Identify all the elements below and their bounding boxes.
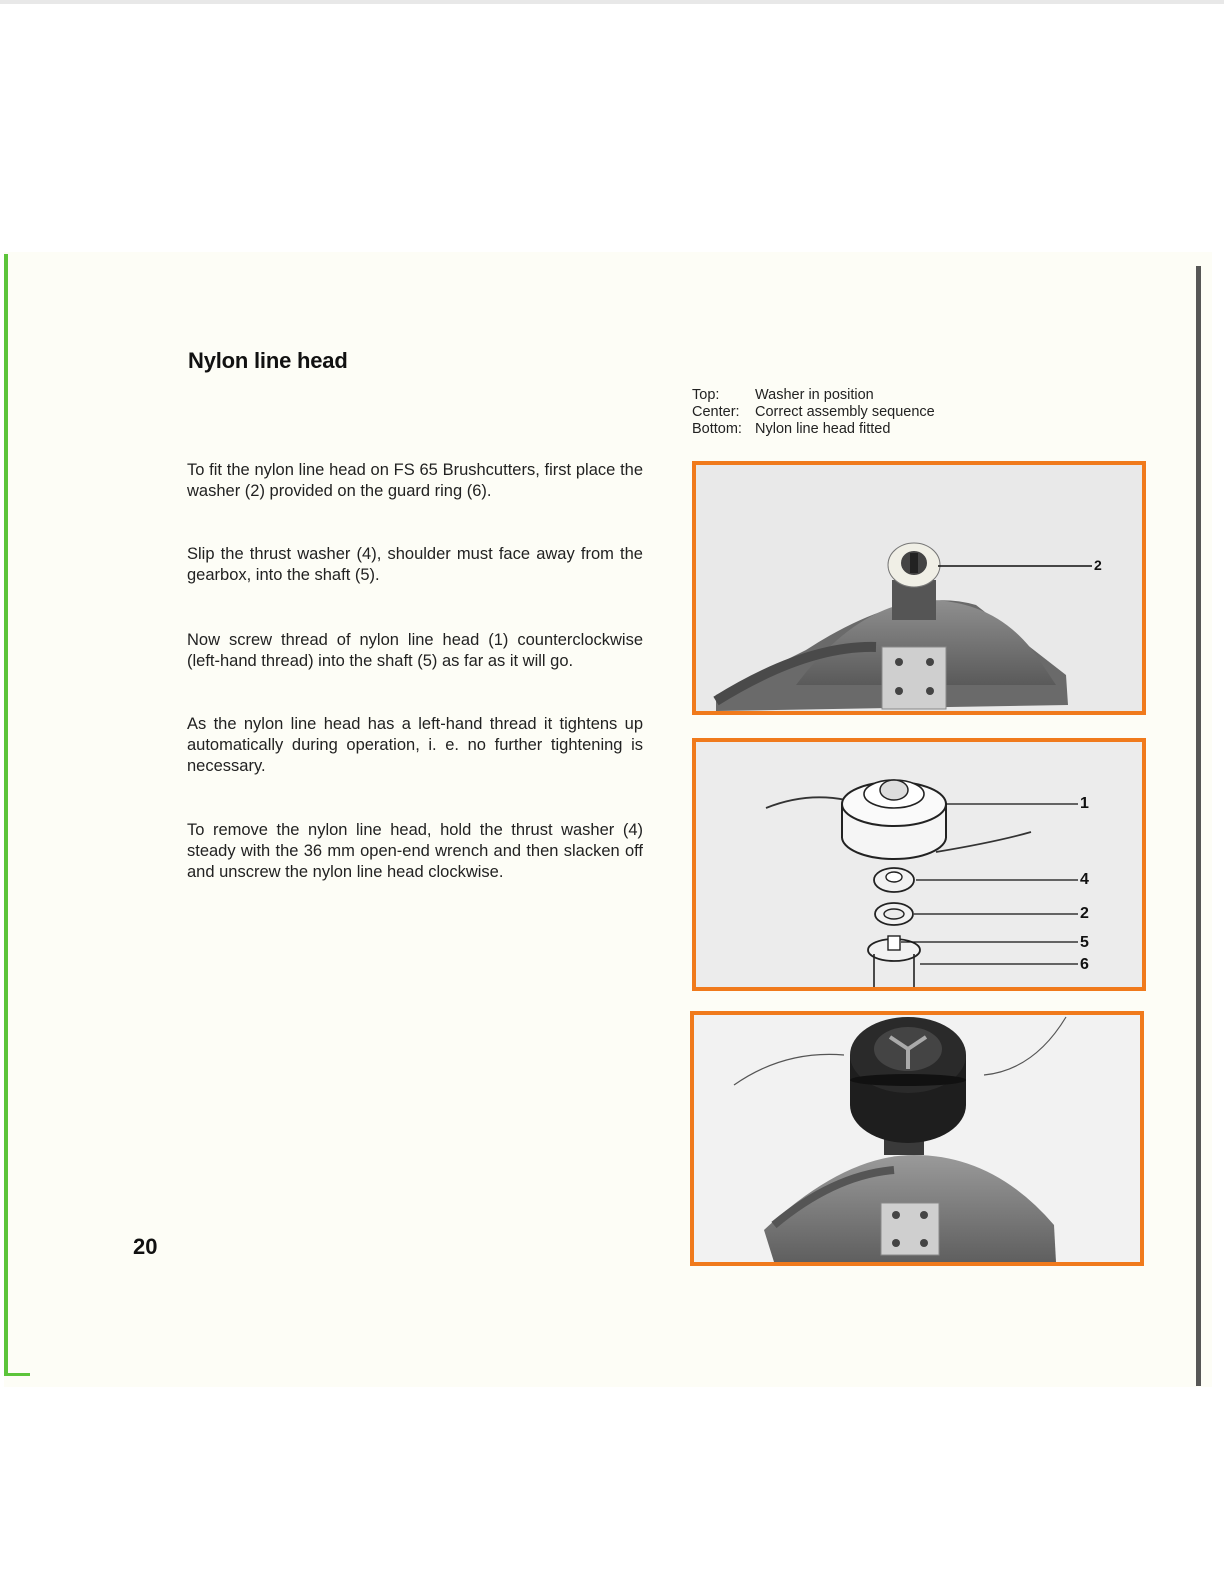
paragraph-fit-washer: To fit the nylon line head on FS 65 Brushcutters, first place the washer (2) provided on the guard ring (6). [187, 461, 643, 500]
callout-2: 2 [1080, 905, 1089, 922]
callout-1: 1 [1080, 795, 1089, 812]
page-binding-edge [1196, 266, 1201, 1386]
callout-2: 2 [1094, 557, 1102, 573]
paragraph-remove-head: To remove the nylon line head, hold the thrust washer (4) steady with the 36 mm open-end wrench and then slacken off and unscrew the nylon line head clockwise. [187, 821, 643, 881]
caption-center [692, 404, 935, 421]
figure-top-washer-in-position [692, 461, 1146, 715]
paragraph-thrust-washer: Slip the thrust washer (4), shoulder must face away from the gearbox, into the shaft (5). [187, 545, 643, 584]
paragraph-left-hand-thread: As the nylon line head has a left-hand thread it tightens up automatically during operation, i. e. no further tightening is necessary. [187, 715, 643, 775]
caption-text: Washer in position [755, 387, 874, 403]
photo-line-head-fitted [694, 1015, 1140, 1262]
caption-key: Center: [692, 404, 740, 420]
caption-bottom [692, 421, 935, 438]
callout-4: 4 [1080, 871, 1089, 888]
paragraph-screw-head: Now screw thread of nylon line head (1) counterclockwise (left-hand thread) into the shaft (5) as far as it will go. [187, 631, 643, 670]
figure-bottom-line-head-fitted [690, 1011, 1144, 1266]
caption-key: Bottom: [692, 421, 742, 437]
caption-top [692, 387, 935, 404]
figure-center-assembly-sequence [692, 738, 1146, 991]
caption-key: Top: [692, 387, 720, 403]
scan-edge [0, 0, 1224, 4]
caption-text: Nylon line head fitted [755, 421, 891, 437]
callout-6: 6 [1080, 956, 1089, 973]
caption-text: Correct assembly sequence [755, 404, 935, 420]
page-number: 20 [133, 1234, 158, 1259]
figure-captions [692, 387, 935, 438]
green-edge-stripe [4, 254, 8, 1376]
drawing-assembly-sequence [696, 742, 1142, 987]
green-edge-foot [4, 1373, 30, 1376]
callout-5: 5 [1080, 934, 1089, 951]
page-title: Nylon line head [188, 348, 348, 373]
photo-washer-on-guard [696, 465, 1142, 711]
